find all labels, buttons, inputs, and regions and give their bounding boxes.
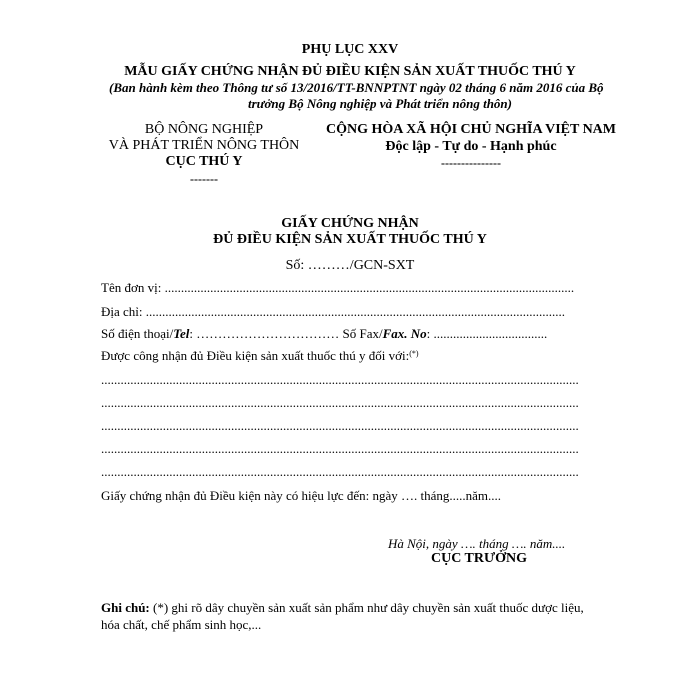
department-name: CỤC THÚ Y [165,154,243,169]
appendix-subtitle: MẪU GIẤY CHỨNG NHẬN ĐỦ ĐIỀU KIỆN SẢN XUẤT THUỐC THÚ Y [124,64,576,79]
right-separator: --------------- [441,156,501,170]
phone-label-en: Tel [173,326,190,341]
unit-name-field [101,280,588,296]
appendix-title: PHỤ LỤC XXV [301,42,399,57]
note-line-2: hóa chất, chế phẩm sinh học,... [101,617,262,632]
certificate-subtitle: ĐỦ ĐIỀU KIỆN SẢN XUẤT THUỐC THÚ Y [213,232,487,247]
national-motto: Độc lập - Tự do - Hạnh phúc [385,139,557,154]
validity-line: Giấy chứng nhận đủ Điều kiện này có hiệu lực đến: ngày …. tháng.....năm.... [101,488,502,503]
signer-title: CỤC TRƯỞNG [430,551,528,566]
ministry-name-line-1: BỘ NÔNG NGHIỆP [144,122,264,137]
recognized-for-line [101,348,588,364]
recognized-text: Được công nhận đủ Điều kiện sản xuất thuốc thú y đối với: [101,348,410,363]
certificate-number: Số: ………/GCN-SXT [285,258,415,273]
issued-by-line-2: trưởng Bộ Nông nghiệp và Phát triển nông thôn) [248,96,512,111]
country-name: CỘNG HÒA XÃ HỘI CHỦ NGHĨA VIỆT NAM [325,122,616,137]
blank-line-3: ................................................................................................................................................... [101,418,579,433]
phone-fax-field [101,326,588,342]
address-dots: ................................................................................................................................. [145,304,566,319]
unit-name-dots: .............................................................................................................................. [164,280,575,295]
recognized-mark: (*) [409,349,419,358]
issued-by-line-1: (Ban hành kèm theo Thông tư số 13/2016/TT-BNNPTNT ngày 02 tháng 6 năm 2016 của Bộ [109,80,604,95]
left-separator: ------- [190,172,218,186]
ministry-name-line-2: VÀ PHÁT TRIỂN NÔNG THÔN [108,138,300,153]
phone-colon: : [189,326,197,341]
blank-line-1: ................................................................................................................................................... [101,372,579,387]
note-text-1: (*) ghi rõ dây chuyền sản xuất sản phẩm như dây chuyền sản xuất thuốc dược liệu, [149,600,584,615]
address-label: Địa chỉ: [101,304,146,319]
blank-line-4: ................................................................................................................................................... [101,441,579,456]
place-and-date: Hà Nội, ngày …. tháng …. năm.... [388,536,566,551]
phone-label: Số điện thoại/ [101,326,174,341]
fax-dots: ................................... [433,326,548,341]
blank-line-5: ................................................................................................................................................... [101,464,579,479]
certificate-title: GIẤY CHỨNG NHẬN [281,216,419,231]
note-label: Ghi chú: [101,600,150,615]
phone-dots: …………………………… [196,326,343,341]
fax-label: Số Fax/ [342,326,383,341]
note-line-1 [101,600,584,616]
address-field [101,304,588,320]
fax-label-en: Fax. No [382,326,427,341]
unit-name-label: Tên đơn vị: [101,280,165,295]
blank-line-2: ................................................................................................................................................... [101,395,579,410]
fax-colon: : [426,326,434,341]
